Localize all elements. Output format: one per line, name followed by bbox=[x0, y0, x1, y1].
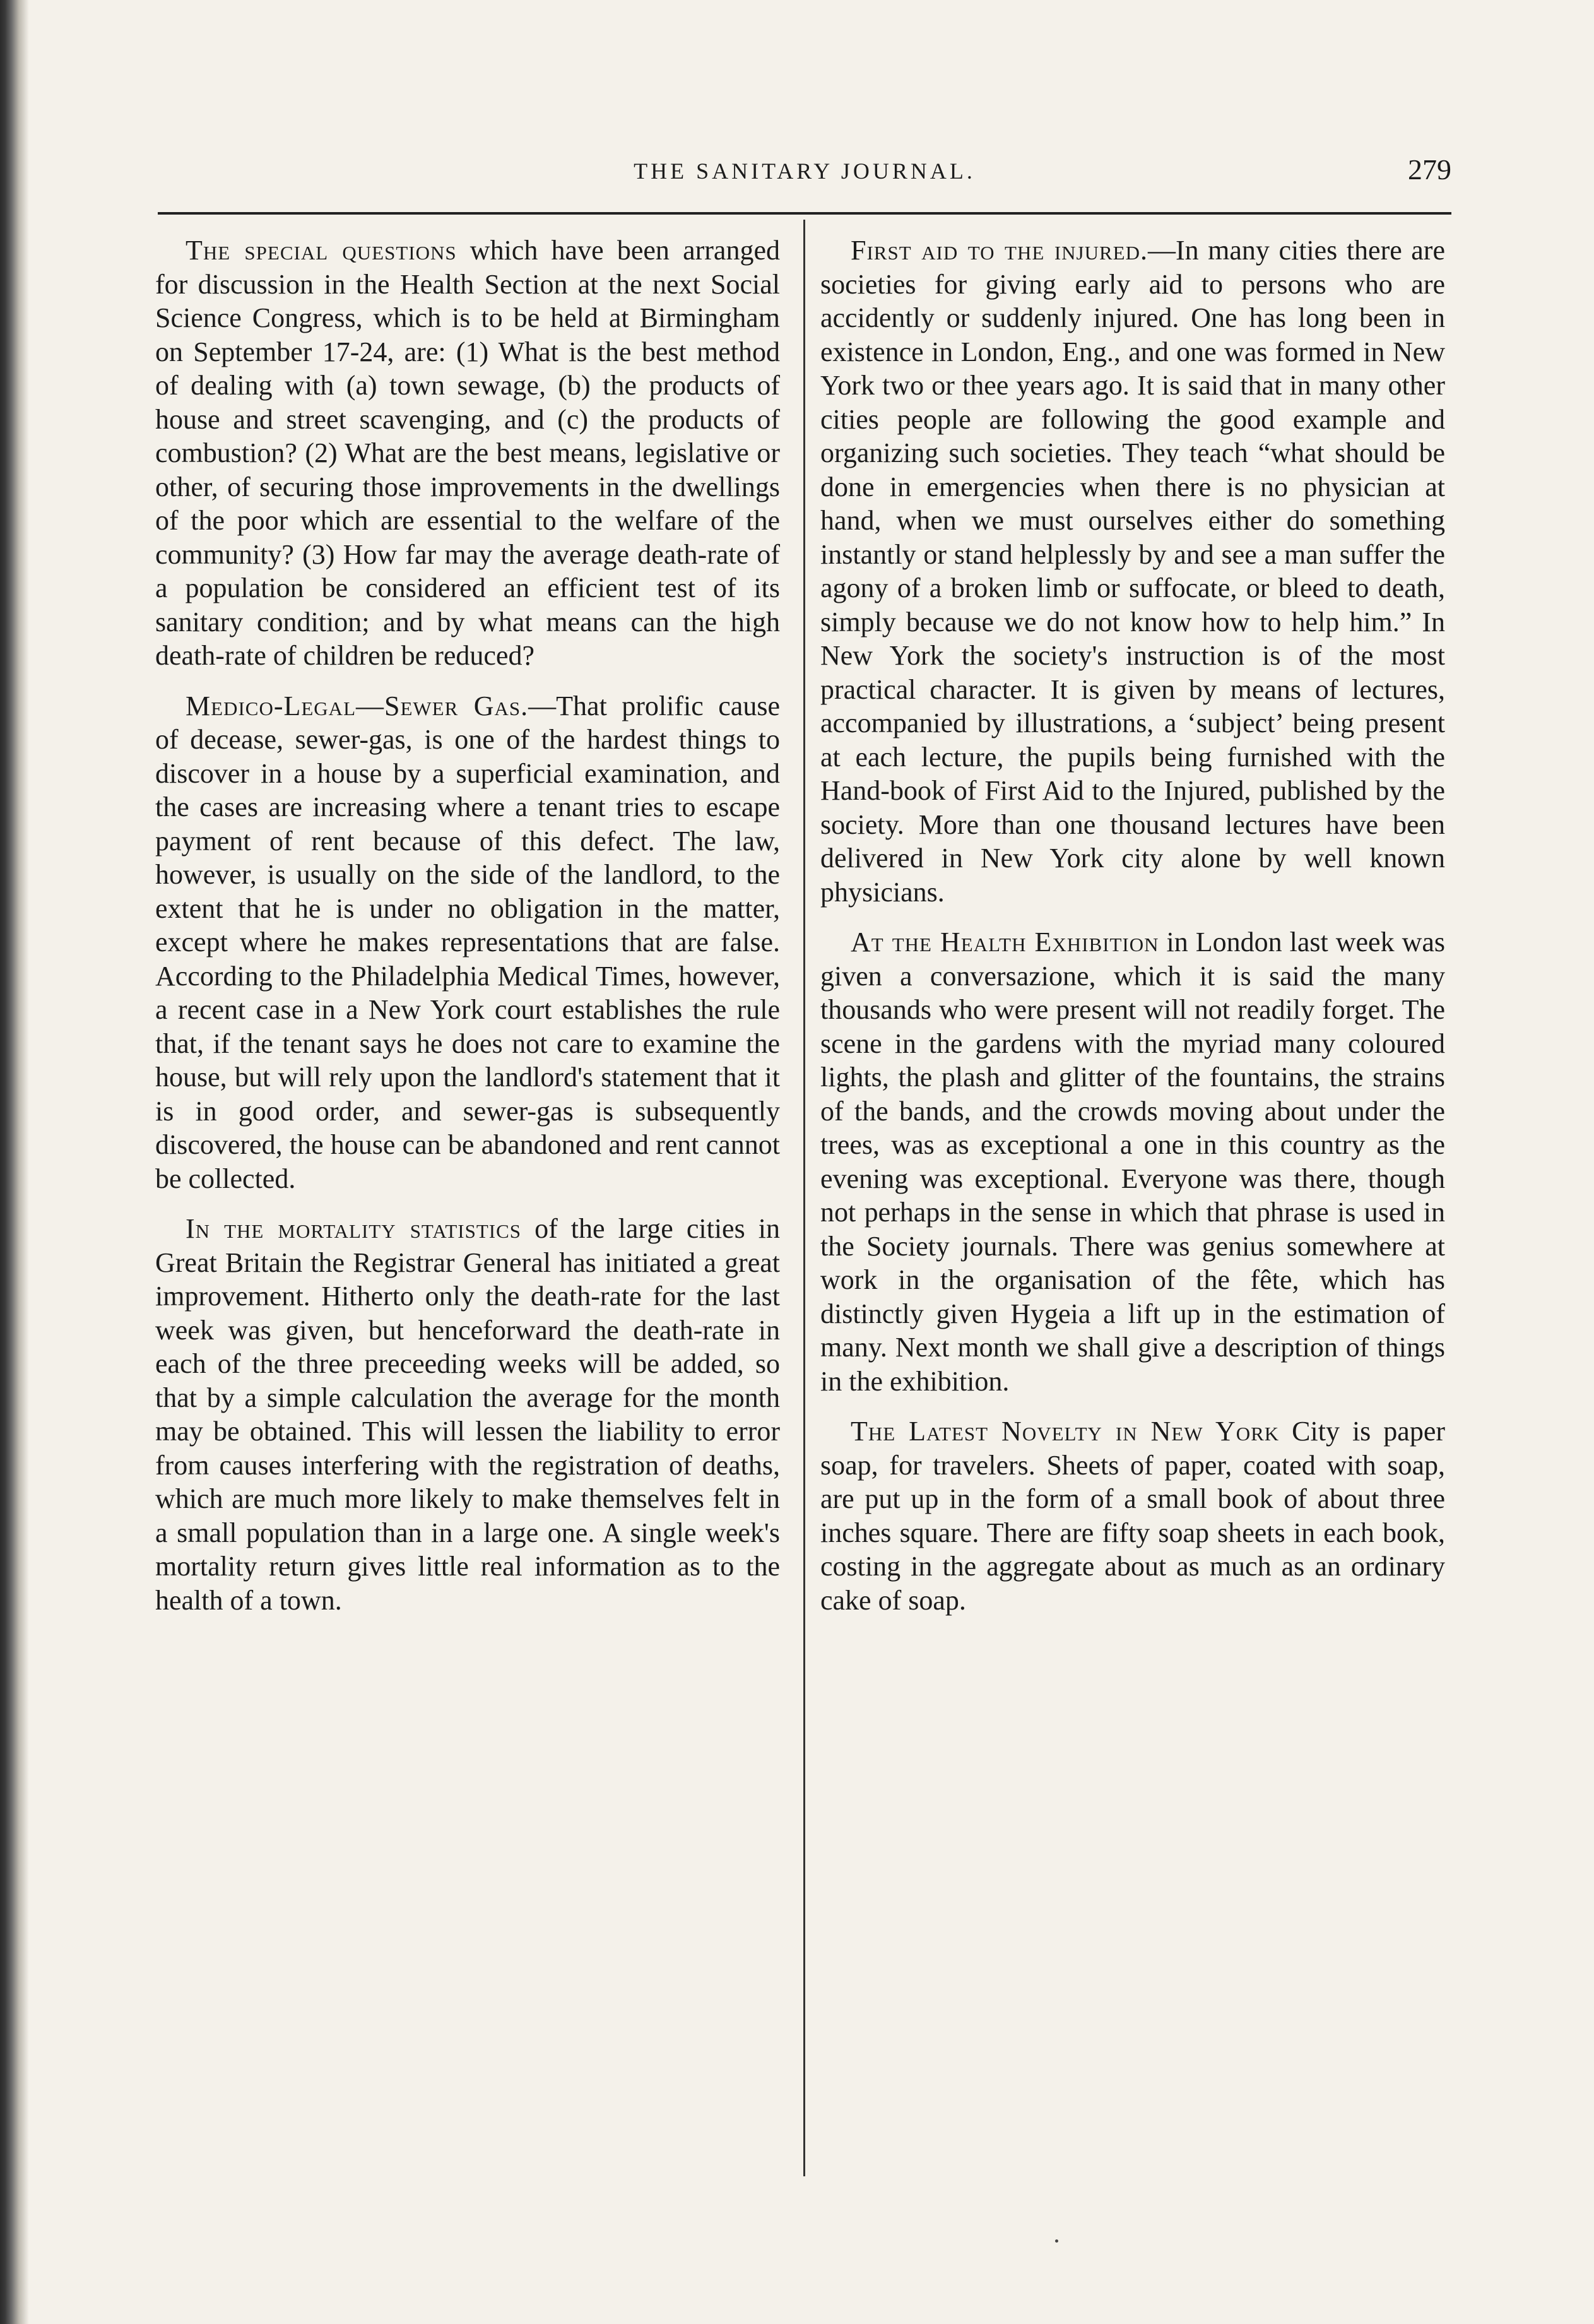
article-lead: In the mortality statistics bbox=[186, 1213, 522, 1244]
page-header bbox=[158, 151, 1451, 196]
article-lead: First aid to the injured. bbox=[851, 235, 1148, 266]
article-body: —That prolific cause of decease, sewer-gas, is one of the hardest things to discover in a house by a superficial examination, and the cases are increasing where a tenant tries to escape payment of rent because of this defect. The law, however, is usually on the side of the landlord, to the extent that he is under no obligation in the matter, except where he makes representations that are false. According to the Philadelphia Medical Times, however, a recent case in a New York court establishes the rule that, if the tenant says he does not care to examine the house, but will rely upon the landlord's statement that it is in good order, and sewer-gas is subsequently discovered, the house can be abandoned and rent cannot be collected. bbox=[155, 690, 780, 1194]
column-rule bbox=[803, 220, 805, 2176]
article-body: City is paper soap, for travelers. Sheets of paper, coated with soap, are put up in the form of a small book of about three inches square. There are fifty soap sheets in each book, costing in the aggregate about as much as an ordinary cake of soap. bbox=[820, 1416, 1445, 1616]
article-lead: Medico-Legal—Sewer Gas. bbox=[186, 690, 529, 721]
header-rule bbox=[158, 212, 1451, 215]
article-lead: The Latest Novelty in New York bbox=[851, 1416, 1280, 1447]
print-speck bbox=[1055, 2239, 1058, 2243]
article-lead: The special questions bbox=[186, 235, 457, 266]
article-body: of the large cities in Great Britain the Registrar General has initiated a great improvement. Hitherto only the death-rate for the last week was given, but henceforward the death-rate in each of the three preceeding weeks will be added, so that by a simple calculation the average for the month may be obtained. This will lessen the liability to error from causes interfering with the registration of deaths, which are much more likely to make themselves felt in a small population than in a large one. A single week's mortality return gives little real information as to the health of a town. bbox=[155, 1213, 780, 1616]
article-health-exhibition bbox=[820, 925, 1445, 1398]
article-latest-novelty bbox=[820, 1414, 1445, 1617]
article-special-questions bbox=[155, 234, 780, 673]
article-lead: At the Health Exhibition bbox=[851, 927, 1159, 957]
left-column bbox=[155, 234, 780, 1633]
page-binding-edge bbox=[0, 0, 29, 2324]
page-number: 279 bbox=[1408, 153, 1451, 186]
right-column bbox=[820, 234, 1445, 1633]
article-body: which have been arranged for discussion in the Health Section at the next Social Science Congress, which is to be held at Birmingham on September 17-24, are: (1) What is the best method of dealing with (a) town sewage, (b) the products of house and street scavenging, and (c) the products of combustion? (2) What are the best means, legislative or other, of securing those improvements in the dwellings of the poor which are essential to the welfare of the community? (3) How far may the average death-rate of a population be considered an efficient test of its sanitary condition; and by what means can the high death-rate of children be reduced? bbox=[155, 235, 780, 671]
article-medico-legal bbox=[155, 689, 780, 1196]
article-mortality-statistics bbox=[155, 1212, 780, 1617]
article-first-aid bbox=[820, 234, 1445, 909]
article-body: —In many cities there are societies for giving early aid to persons who are accidently or suddenly injured. One has long been in existence in London, Eng., and one was formed in New York two or thee years ago. It is said that in many other cities people are following the good example and organizing such societies. They teach “what should be done in emergencies when there is no physician at hand, when we must ourselves either do something instantly or stand helplessly by and see a man suffer the agony of a broken limb or suffocate, or bleed to death, simply because we do not know how to help him.” In New York the society's instruction is of the most practical character. It is given by means of lectures, accompanied by illustrations, a ‘subject’ being present at each lecture, the pupils being furnished with the Hand-book of First Aid to the Injured, published by the society. More than one thousand lectures have been delivered in New York city alone by well known physicians. bbox=[820, 235, 1445, 908]
running-title: THE SANITARY JOURNAL. bbox=[634, 158, 976, 184]
article-body: in London last week was given a conversazione, which it is said the many thousands who were present will not readily forget. The scene in the gardens with the myriad many coloured lights, the plash and glitter of the fountains, the strains of the bands, and the crowds moving about under the trees, was as exceptional a one in this country as the evening was exceptional. Everyone was there, though not perhaps in the sense in which that phrase is used in the Society journals. There was genius somewhere at work in the organisation of the fête, which has distinctly given Hygeia a lift up in the estimation of many. Next month we shall give a description of things in the exhibition. bbox=[820, 927, 1445, 1397]
